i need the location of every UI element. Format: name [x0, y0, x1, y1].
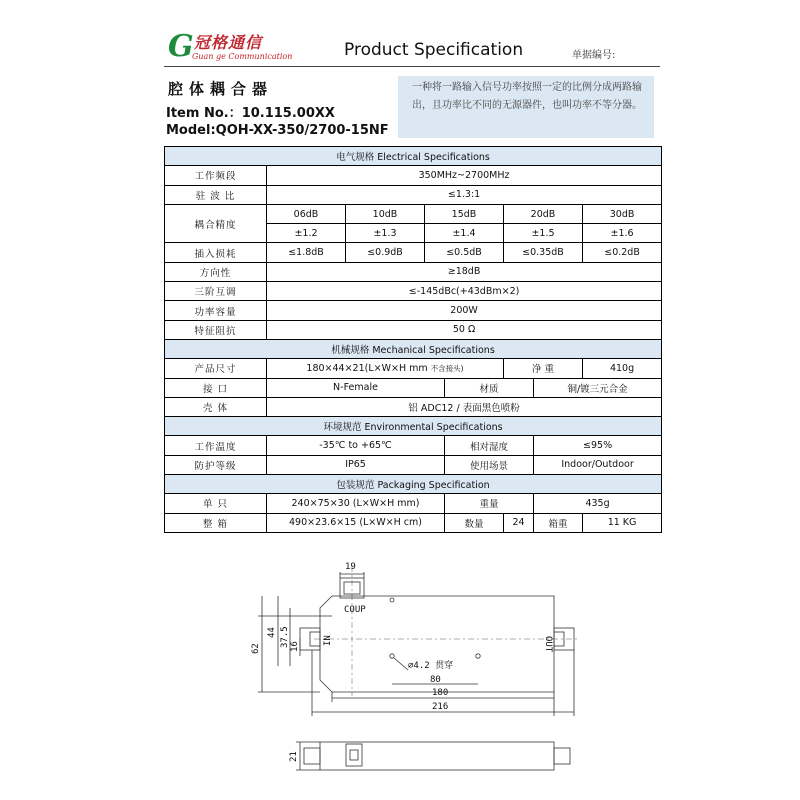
section-title: 电气规格 Electrical Specifications: [165, 147, 662, 166]
logo-english-name: Guan ge Communication: [192, 52, 293, 61]
table-row: [165, 185, 662, 204]
row-label: 净 重: [504, 359, 583, 378]
document-number-label: 单据编号:: [572, 50, 616, 61]
size-value: 180×44×21(L×W×H mm: [306, 362, 428, 374]
row-label: 壳 体: [165, 397, 267, 416]
size-note: 不含接头): [430, 363, 464, 373]
environmental-section-header: [165, 417, 662, 436]
specification-table: [164, 146, 662, 533]
mounting-hole: [476, 654, 480, 658]
coupling-value: 10dB: [346, 204, 425, 223]
out-label: OUT: [543, 636, 553, 653]
row-label: 耦合精度: [165, 204, 267, 243]
row-label: 三阶互调: [165, 282, 267, 301]
coupling-value: 06dB: [267, 204, 346, 223]
header-divider: [164, 66, 660, 67]
coupling-tolerance: ±1.2: [267, 224, 346, 243]
table-row: [165, 320, 662, 339]
row-value: 350MHz~2700MHz: [267, 166, 662, 185]
in-label: IN: [323, 635, 333, 646]
dim-label-37-5: 37.5: [280, 626, 290, 648]
logo-chinese-name: 冠格通信: [194, 33, 263, 52]
table-row: [165, 166, 662, 185]
coupling-value: 20dB: [504, 204, 583, 223]
row-value: 240×75×30 (L×W×H mm): [267, 494, 445, 513]
insertion-value: ≤0.2dB: [583, 243, 662, 262]
mechanical-section-header: [165, 339, 662, 358]
side-view-in-connector: [304, 748, 320, 764]
table-row: [165, 301, 662, 320]
row-value: IP65: [267, 455, 445, 474]
row-label: 方向性: [165, 262, 267, 281]
table-row: [165, 378, 662, 397]
row-label: 防护等级: [165, 455, 267, 474]
insertion-value: ≤1.8dB: [267, 243, 346, 262]
coup-label: COUP: [344, 605, 366, 615]
coupling-value: 30dB: [583, 204, 662, 223]
section-title: 机械规格 Mechanical Specifications: [165, 339, 662, 358]
table-row: [165, 455, 662, 474]
row-value: -35℃ to +65℃: [267, 436, 445, 455]
row-value: 435g: [534, 494, 662, 513]
row-value: Indoor/Outdoor: [534, 455, 662, 474]
row-label: 工作频段: [165, 166, 267, 185]
product-description: 一种将一路输入信号功率按照一定的比例分成两路输出，且功率比不同的无源器件，也叫功率不等分器。: [398, 76, 654, 138]
dim-label-19: 19: [345, 562, 356, 572]
dim-label-44: 44: [267, 627, 277, 638]
hole-note: ∅4.2 贯穿: [408, 661, 454, 671]
coupling-tolerance: ±1.6: [583, 224, 662, 243]
coupling-value: 15dB: [425, 204, 504, 223]
row-value: 490×23.6×15 (L×W×H cm): [267, 513, 445, 532]
dim-label-21: 21: [289, 751, 299, 762]
row-value: 24: [504, 513, 534, 532]
row-value: [267, 359, 504, 378]
mechanical-drawing: [228, 556, 588, 796]
coupling-tolerance: ±1.3: [346, 224, 425, 243]
logo-mark: G: [168, 29, 194, 64]
side-view-coup-connector: [346, 744, 362, 766]
table-row: [165, 359, 662, 378]
row-label: 工作温度: [165, 436, 267, 455]
row-value: ≤95%: [534, 436, 662, 455]
section-title: 包装规范 Packaging Specification: [165, 475, 662, 494]
row-label: 插入损耗: [165, 243, 267, 262]
insertion-value: ≤0.9dB: [346, 243, 425, 262]
table-row: [165, 204, 662, 223]
dim-label-180: 180: [432, 688, 449, 698]
row-value: ≥18dB: [267, 262, 662, 281]
table-row: [165, 243, 662, 262]
row-label: 单 只: [165, 494, 267, 513]
section-title: 环境规范 Environmental Specifications: [165, 417, 662, 436]
row-label: 驻 波 比: [165, 185, 267, 204]
dim-label-62: 62: [251, 643, 261, 654]
dim-label-80: 80: [430, 675, 441, 685]
row-label: 重量: [445, 494, 534, 513]
model-number: Model:QOH-XX-350/2700-15NF: [166, 123, 389, 138]
table-row: [165, 436, 662, 455]
mounting-hole: [390, 598, 394, 602]
table-row: [165, 494, 662, 513]
side-view-out-connector: [554, 748, 570, 764]
row-value: 410g: [583, 359, 662, 378]
leader-line: [394, 658, 408, 670]
document-title: Product Specification: [344, 40, 524, 60]
row-value: ≤1.3:1: [267, 185, 662, 204]
row-label: 整 箱: [165, 513, 267, 532]
electrical-section-header: [165, 147, 662, 166]
mounting-hole: [390, 654, 394, 658]
row-value: ≤-145dBc(+43dBm×2): [267, 282, 662, 301]
packaging-section-header: [165, 475, 662, 494]
row-label: 材质: [445, 378, 534, 397]
dim-label-16: 16: [290, 641, 300, 652]
side-view-coup-core: [350, 750, 358, 760]
dim-label-216: 216: [432, 702, 449, 712]
insertion-value: ≤0.35dB: [504, 243, 583, 262]
table-row: [165, 282, 662, 301]
row-value: N-Female: [267, 378, 445, 397]
row-value: 50 Ω: [267, 320, 662, 339]
row-value: 铜/镀三元合金: [534, 378, 662, 397]
row-label: 接 口: [165, 378, 267, 397]
table-row: [165, 397, 662, 416]
coupling-tolerance: ±1.4: [425, 224, 504, 243]
company-logo: [168, 28, 293, 68]
row-value: 200W: [267, 301, 662, 320]
insertion-value: ≤0.5dB: [425, 243, 504, 262]
row-label: 使用场景: [445, 455, 534, 474]
row-label: 功率容量: [165, 301, 267, 320]
row-label: 箱重: [534, 513, 583, 532]
row-value: 铝 ADC12 / 表面黑色喷粉: [267, 397, 662, 416]
table-row: [165, 513, 662, 532]
row-label: 产品尺寸: [165, 359, 267, 378]
row-label: 数量: [445, 513, 504, 532]
item-number: Item No.：10.115.00XX: [166, 106, 335, 121]
row-label: 相对湿度: [445, 436, 534, 455]
product-name: 腔体耦合器: [168, 80, 274, 98]
coupling-tolerance: ±1.5: [504, 224, 583, 243]
row-label: 特征阻抗: [165, 320, 267, 339]
table-row: [165, 262, 662, 281]
row-value: 11 KG: [583, 513, 662, 532]
